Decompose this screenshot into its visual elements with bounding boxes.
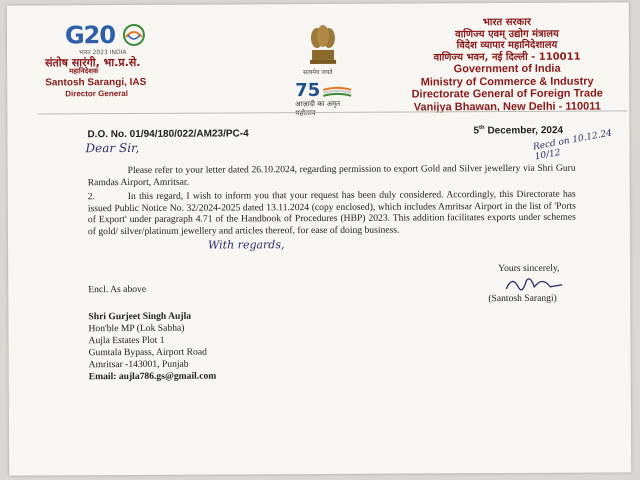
recipient-address	[88, 311, 216, 384]
national-emblem-icon	[300, 20, 346, 77]
recipient-address-line-2: Gumtala Bypass, Airport Road	[88, 346, 207, 359]
letterhead-line-english-2: Ministry of Commerce & Industry	[420, 75, 594, 89]
sender-name-hindi: संतोष सारंगी, भा.प्र.से.	[45, 55, 141, 70]
azadi-number: 75	[295, 79, 321, 102]
signature-icon	[504, 273, 564, 295]
handwritten-salutation: Dear Sir,	[85, 140, 140, 156]
recipient-title: Hon'ble MP (Lok Sabha)	[88, 322, 185, 335]
letter-page	[7, 2, 631, 475]
reference-number: D.O. No. 01/94/180/022/AM23/PC-4	[87, 128, 249, 141]
letterhead-line-hindi-3: विदेश व्यापार महानिदेशालय	[456, 39, 558, 52]
letterhead-line-english-4: Vanijya Bhawan, New Delhi - 110011	[413, 100, 601, 114]
paragraph-2-text: In this regard, I wish to inform you that your request has been duly considered. Accordingly, this Directorate has issued Public Notice No. 32/2024-2025 dated 13.11.2024 (copy enclosed), which includes Amritsar Airport in the list of 'Ports of Export' under paragraph 4.71 of the Handbook of Procedures (HBP) 2023. This addition facilitates exports under schemes of gold/ silver/platinum jewellery and articles thereof, for ease of doing business.	[87, 188, 576, 237]
letterhead-line-hindi-4: वाणिज्य भवन, नई दिल्ली - 110011	[433, 51, 581, 63]
sender-designation-english: Director General	[65, 88, 128, 99]
emblem-caption: सत्यमेव जयते	[303, 68, 333, 77]
letterhead-line-english-3: Directorate General of Foreign Trade	[411, 87, 603, 101]
g20-tagline: भारत 2023 INDIA	[79, 49, 127, 57]
handwritten-with-regards: With regards,	[207, 238, 285, 252]
recipient-email[interactable]: Email: aujla786.gs@gmail.com	[88, 370, 217, 383]
lotus-globe-icon	[119, 23, 149, 47]
recipient-address-line-3: Amritsar -143001, Punjab	[88, 358, 189, 371]
letterhead-line-english-1: Government of India	[453, 62, 561, 76]
enclosure: Encl. As above	[88, 283, 147, 296]
flag-swoosh-icon	[323, 86, 351, 98]
letter-date: 5th December, 2024	[473, 125, 564, 137]
letterhead-line-hindi-1: भारत सरकार	[482, 16, 531, 29]
azadi-text: आज़ादी का अमृत महोत्सव	[295, 99, 341, 118]
paragraph-2-number: 2.	[87, 191, 96, 203]
received-note: Recd on 10.12.24 10/12	[532, 128, 613, 163]
signer-name: (Santosh Sarangi)	[488, 292, 557, 305]
paragraph-2	[88, 189, 576, 238]
g20-logo-icon	[65, 21, 165, 56]
ministry-letterhead	[387, 16, 628, 114]
paragraph-1: Please refer to your letter dated 26.10.2024, regarding permission to export Gold and Silver jewellery via Shri Guru Ramdas Airport, Amritsar.	[87, 162, 576, 188]
sender-name-english: Santosh Sarangi, IAS	[45, 76, 147, 89]
letterhead-line-hindi-2: वाणिज्य एवम् उद्योग मंत्रालय	[455, 28, 559, 40]
azadi-ka-amrit-mahotsav-icon	[295, 80, 357, 116]
sender-designation-hindi: महानिदेशक	[69, 67, 99, 76]
recipient-address-line-1: Aujla Estates Plot 1	[88, 334, 165, 347]
closing: Yours sincerely,	[498, 262, 560, 275]
recipient-name: Shri Gurjeet Singh Aujla	[88, 310, 192, 323]
g20-logo-text: G20	[64, 21, 116, 50]
